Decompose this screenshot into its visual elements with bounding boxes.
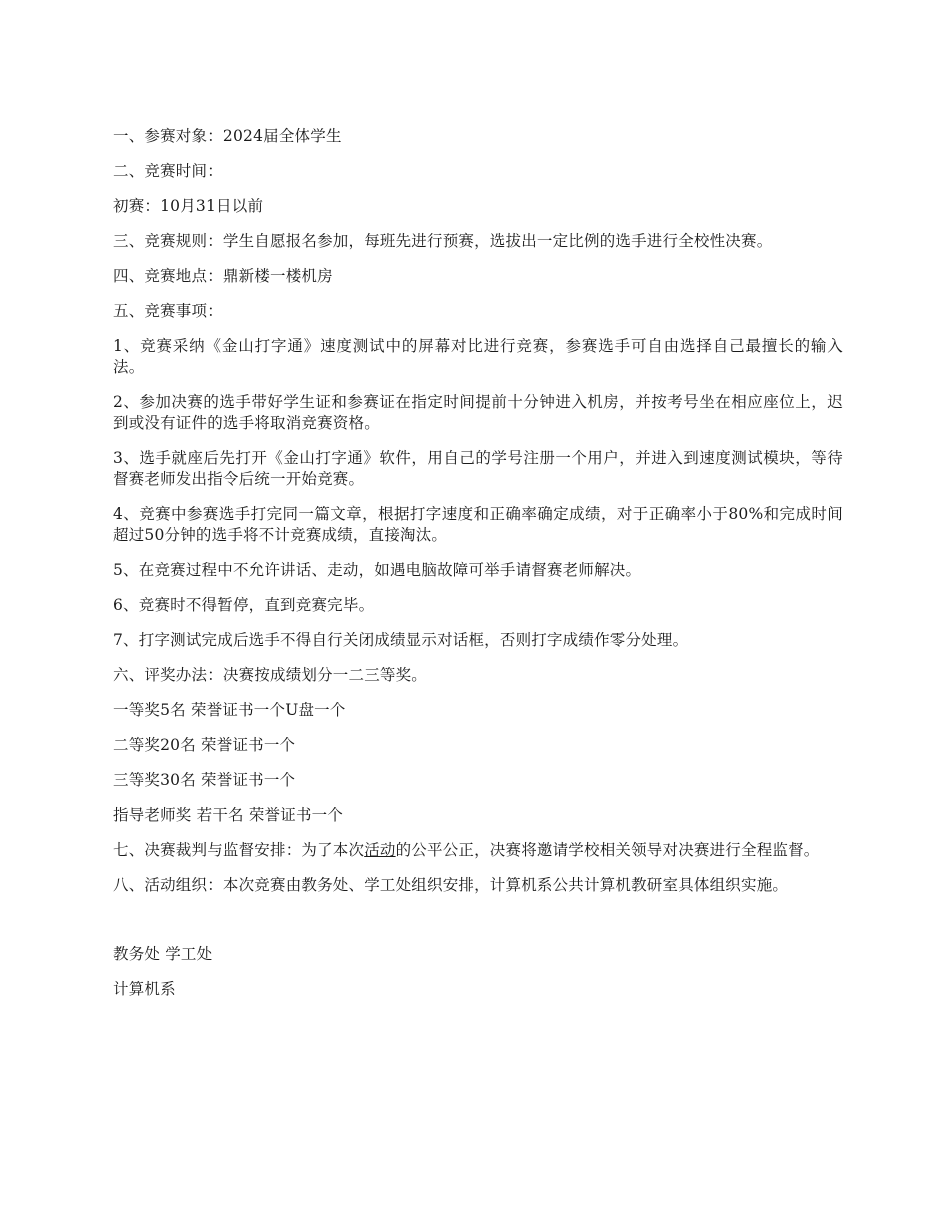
para-matter-6: 6、竞赛时不得暂停，直到竞赛完毕。 [113,596,375,614]
signature-departments: 教务处 学工处 [113,945,213,963]
para-awards-heading: 六、评奖办法：决赛按成绩划分一二三等奖。 [113,666,428,684]
para-target: 一、参赛对象：2024届全体学生 [113,127,342,145]
para-matter-2: 2、参加决赛的选手带好学生证和参赛证在指定时间提前十分钟进入机房，并按考号坐在相应座位上，迟到或没有证件的选手将取消竞赛资格。 [113,393,843,432]
supervision-text-after: 的公平公正，决赛将邀请学校相关领导对决赛进行全程监督。 [395,841,820,859]
para-time-heading: 二、竞赛时间： [113,162,223,180]
para-award-second: 二等奖20名 荣誉证书一个 [113,736,296,754]
para-award-first: 一等奖5名 荣誉证书一个U盘一个 [113,701,346,719]
supervision-text-before: 七、决赛裁判与监督安排：为了本次 [113,841,365,859]
para-matter-3: 3、选手就座后先打开《金山打字通》软件，用自己的学号注册一个用户，并进入到速度测试模块，等待督赛老师发出指令后统一开始竞赛。 [113,449,843,488]
para-location: 四、竞赛地点：鼎新楼一楼机房 [113,267,333,285]
para-matters-heading: 五、竞赛事项： [113,302,223,320]
activity-link[interactable]: 活动 [364,841,396,859]
signature-computer-dept: 计算机系 [113,980,176,998]
para-award-teacher: 指导老师奖 若干名 荣誉证书一个 [113,806,344,824]
spacer [113,910,843,944]
para-supervision [113,840,843,861]
document-body [113,126,843,1014]
para-matter-1: 1、竞赛采纳《金山打字通》速度测试中的屏幕对比进行竞赛，参赛选手可自由选择自己最擅长的输入法。 [113,337,843,376]
para-preliminary: 初赛：10月31日以前 [113,197,264,215]
para-matter-5: 5、在竞赛过程中不允许讲话、走动，如遇电脑故障可举手请督赛老师解决。 [113,561,642,579]
para-rules: 三、竞赛规则：学生自愿报名参加，每班先进行预赛，选拔出一定比例的选手进行全校性决赛。 [113,232,773,250]
para-award-third: 三等奖30名 荣誉证书一个 [113,771,296,789]
para-matter-4: 4、竞赛中参赛选手打完同一篇文章，根据打字速度和正确率确定成绩，对于正确率小于80%和完成时间超过50分钟的选手将不计竞赛成绩，直接淘汰。 [113,505,843,544]
para-organization: 八、活动组织：本次竞赛由教务处、学工处组织安排，计算机系公共计算机教研室具体组织实施。 [113,876,789,894]
para-matter-7: 7、打字测试完成后选手不得自行关闭成绩显示对话框，否则打字成绩作零分处理。 [113,631,689,649]
